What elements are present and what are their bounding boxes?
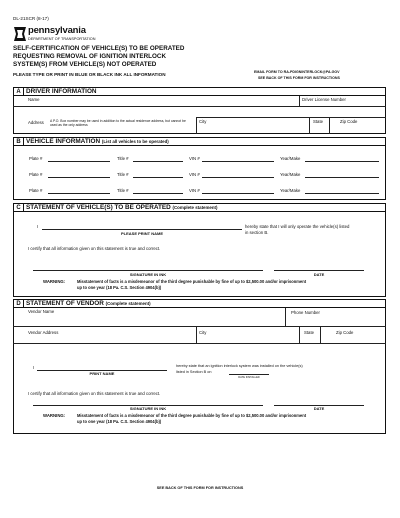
ink-instruction: PLEASE TYPE OR PRINT IN BLUE OR BLACK INK ALL INFORMATION <box>13 72 166 77</box>
title-label: Title # <box>117 188 129 193</box>
address-label: Address <box>28 120 44 125</box>
license-label: Driver License Number <box>302 97 346 102</box>
print-name-label: PLEASE PRINT NAME <box>120 231 164 236</box>
vendor-address-label: Vendor Address <box>28 330 59 335</box>
section-b-letter: B <box>14 138 24 145</box>
section-d-title <box>26 300 151 308</box>
vendor-city-label: City <box>199 330 207 335</box>
vendor-signature-label: SIGNATURE IN INK <box>129 406 167 411</box>
vendor-print-name-field[interactable] <box>37 362 167 370</box>
date-field[interactable] <box>274 261 364 270</box>
section-b-subtitle: (List all vehicles to be operated) <box>101 139 169 144</box>
form-title-line3: SYSTEM(S) FROM VEHICLE(S) NOT OPERATED <box>13 61 157 68</box>
vendor-city-field[interactable] <box>198 335 297 342</box>
section-a-header <box>13 87 386 96</box>
address-field[interactable] <box>49 126 194 133</box>
plate-field[interactable] <box>48 155 110 161</box>
vendor-zip-label: Zip Code <box>336 330 354 335</box>
license-field[interactable] <box>301 101 383 106</box>
vendor-print-name-label: PRINT NAME <box>89 371 115 376</box>
section-c-subtitle: (Complete statement) <box>172 205 218 210</box>
plate-label: Plate # <box>29 156 43 161</box>
email-note: EMAIL FORM TO RA-PDIGNINTERLOCK@PA.GOV <box>254 70 340 74</box>
form-title-line2: REQUESTING REMOVAL OF IGNITION INTERLOCK <box>13 53 166 60</box>
yearmake-field[interactable] <box>305 155 379 161</box>
vendor-statement-i: I <box>33 365 35 370</box>
keystone-icon <box>13 26 27 42</box>
vendor-warning-text-2: up to one year (18 Pa. C.S. Section 4904(b)) <box>77 419 162 424</box>
see-back-note-top: SEE BACK OF THIS FORM FOR INSTRUCTIONS <box>258 76 340 80</box>
section-d-title-text: STATEMENT OF VENDOR <box>26 300 104 307</box>
vendor-statement-text: hereby state that an ignition interlock system was installed on the vehicle(s) <box>176 364 303 368</box>
state-label: State <box>313 119 324 124</box>
signature-field[interactable] <box>33 261 263 270</box>
print-name-field[interactable] <box>42 222 242 229</box>
zip-field[interactable] <box>331 125 384 133</box>
signature-label: SIGNATURE IN INK <box>129 272 167 277</box>
certify-text: I certify that all information given on this statement is true and correct. <box>28 246 161 251</box>
yearmake-label: Year/Make <box>280 156 301 161</box>
phone-field[interactable] <box>288 317 383 325</box>
section-d-header <box>13 299 386 308</box>
section-a-title: DRIVER INFORMATION <box>26 88 97 95</box>
section-c-title <box>26 204 217 212</box>
section-c-header <box>13 203 386 212</box>
date-label: DATE <box>313 272 325 277</box>
vendor-name-field[interactable] <box>26 315 283 325</box>
section-b-title-text: VEHICLE INFORMATION <box>26 138 101 145</box>
section-c-letter: C <box>14 204 24 211</box>
warning-label: WARNING: <box>43 279 66 284</box>
keystone-logo <box>13 26 27 42</box>
title-label: Title # <box>117 172 129 177</box>
form-title-line1: SELF-CERTIFICATION OF VEHICLE(S) TO BE OPERATED <box>13 45 185 52</box>
vendor-zip-field[interactable] <box>322 335 384 342</box>
section-b-header <box>13 137 386 146</box>
yearmake-label: Year/Make <box>280 188 301 193</box>
vendor-signature-field[interactable] <box>33 397 263 405</box>
warning-text: Misstatement of facts is a misdemeanor of the third degree punishable by fine of up to $2,500.00 and/or imprisonment <box>77 279 307 284</box>
vin-label: VIN # <box>189 172 200 177</box>
title-field[interactable] <box>133 155 183 161</box>
vendor-state-field[interactable] <box>301 335 318 342</box>
date-installed-field[interactable] <box>229 368 269 374</box>
vendor-name-label: Vendor Name <box>28 309 55 314</box>
vendor-date-label: DATE <box>313 406 325 411</box>
section-a-letter: A <box>14 88 24 95</box>
yearmake-label: Year/Make <box>280 172 301 177</box>
agency-department: DEPARTMENT OF TRANSPORTATION <box>28 37 96 41</box>
city-label: City <box>199 119 207 124</box>
section-b-title <box>26 138 169 146</box>
vendor-statement-text-2: listed in Section B on <box>176 370 212 374</box>
statement-i: I <box>37 224 39 229</box>
see-back-note-bottom: SEE BACK OF THIS FORM FOR INSTRUCTIONS <box>156 486 244 490</box>
statement-text-2: in section B. <box>245 230 269 235</box>
vendor-state-label: State <box>304 330 315 335</box>
vendor-date-field[interactable] <box>274 397 364 405</box>
agency-state-name: pennsylvania <box>28 25 86 36</box>
date-installed-label: DATE INSTALLED <box>238 376 260 379</box>
zip-label: Zip Code <box>340 119 358 124</box>
plate-label: Plate # <box>29 172 43 177</box>
vin-field[interactable] <box>202 155 274 161</box>
po-box-note: A P.O. Box number may be used in addition to the actual residence address, but cannot be used as the only address <box>50 119 186 127</box>
phone-label: Phone Number <box>291 310 320 315</box>
form-code: DL-21SCR (8-17) <box>13 16 49 21</box>
section-d-subtitle: (Complete statement) <box>105 301 151 306</box>
state-field[interactable] <box>311 125 327 133</box>
name-field[interactable] <box>26 101 296 106</box>
vendor-warning-label: WARNING: <box>43 413 66 418</box>
section-c-title-text: STATEMENT OF VEHICLE(S) TO BE OPERATED <box>26 204 171 211</box>
vin-label: VIN # <box>189 156 200 161</box>
city-field[interactable] <box>198 125 307 133</box>
vin-label: VIN # <box>189 188 200 193</box>
vendor-certify-text: I certify that all information given on this statement is true and correct. <box>28 391 161 396</box>
section-d-letter: D <box>14 300 24 307</box>
name-label: Name <box>28 97 40 102</box>
plate-label: Plate # <box>29 188 43 193</box>
warning-text-2: up to one year (18 Pa. C.S. Section 4904(b)) <box>77 285 162 290</box>
title-label: Title # <box>117 156 129 161</box>
statement-text: hereby state that I will only operate the vehicle(s) listed <box>245 224 350 229</box>
vendor-warning-text: Misstatement of facts is a misdemeanor of the third degree punishable by fine of up to $2,500.00 and/or imprisonment <box>77 413 307 418</box>
vendor-address-field[interactable] <box>26 335 194 342</box>
